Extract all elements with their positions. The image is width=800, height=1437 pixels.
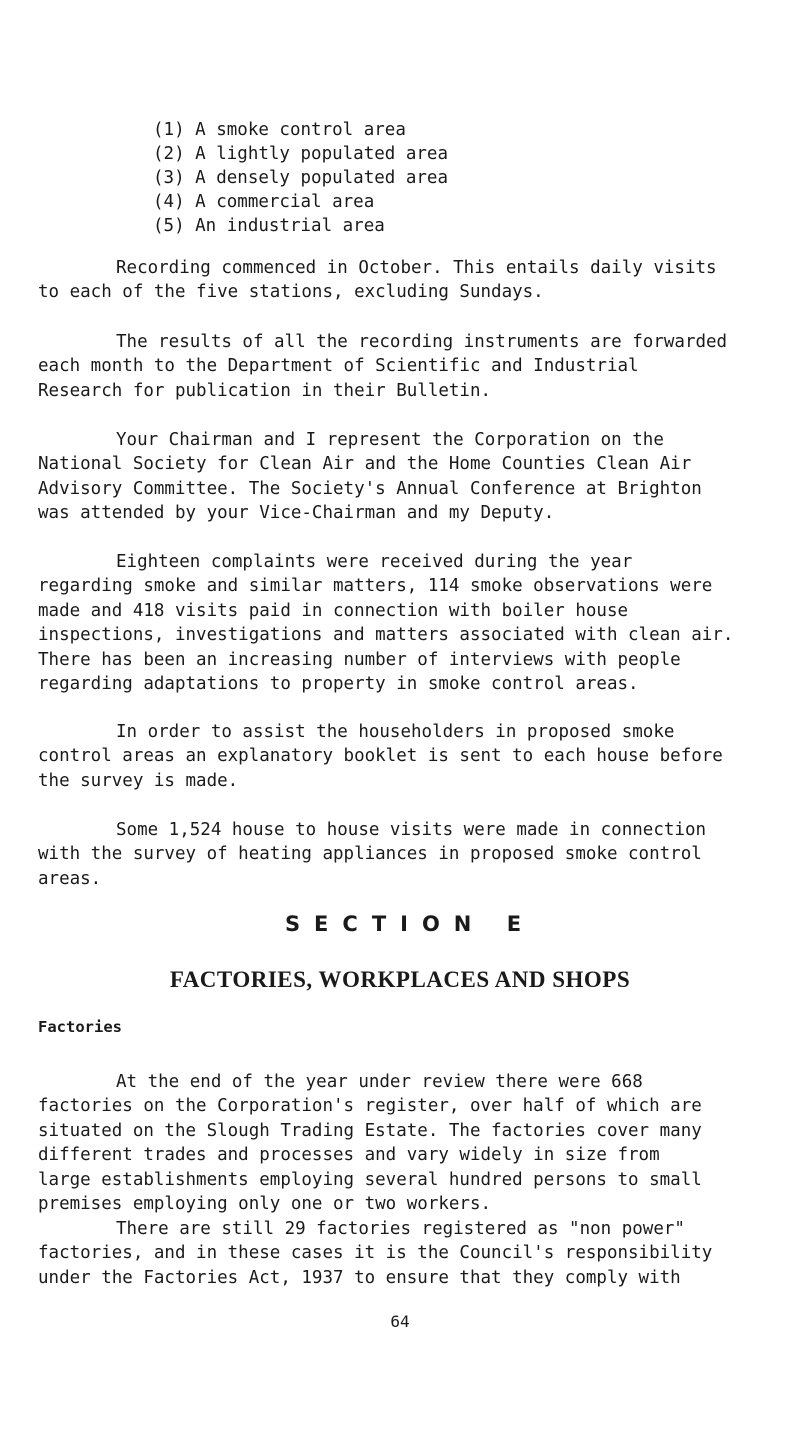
text-line: with the survey of heating appliances in proposed smoke control	[38, 844, 702, 865]
text-line: factories on the Corporation's register, over half of which are	[38, 1096, 702, 1117]
text-line: the survey is made.	[38, 770, 239, 791]
text-line: large establishments employing several hundred persons to small	[38, 1169, 702, 1190]
list-item: (3) A densely populated area	[153, 168, 449, 188]
text-line: Some 1,524 house to house visits were made in connection	[116, 820, 707, 840]
paragraph-recording	[38, 256, 798, 305]
text-line: situated on the Slough Trading Estate. The factories cover many	[38, 1120, 702, 1141]
text-line: inspections, investigations and matters associated with clean air.	[38, 625, 734, 646]
text-line: There are still 29 factories registered as "non power"	[116, 1219, 685, 1239]
text-line: made and 418 visits paid in connection with boiler house	[38, 600, 629, 621]
paragraph-factories	[38, 1070, 798, 1216]
text-line: Research for publication in their Bulletin.	[38, 380, 492, 401]
text-line: Eighteen complaints were received during the year	[116, 552, 633, 572]
text-line: At the end of the year under review there were 668	[116, 1072, 643, 1092]
paragraph-booklet	[38, 720, 798, 793]
text-line: areas.	[38, 868, 102, 889]
text-line: There has been an increasing number of interviews with people	[38, 649, 681, 670]
paragraph-non-power	[38, 1217, 798, 1290]
text-line: under the Factories Act, 1937 to ensure that they comply with	[38, 1267, 681, 1288]
list-item: (4) A commercial area	[153, 192, 375, 212]
sub-heading: Factories	[38, 1018, 122, 1036]
text-line: different trades and processes and vary widely in size from	[38, 1145, 660, 1166]
paragraph-representation	[38, 428, 798, 526]
text-line: was attended by your Vice-Chairman and my Deputy.	[38, 503, 555, 524]
text-line: regarding smoke and similar matters, 114 smoke observations were	[38, 576, 713, 597]
text-line: The results of all the recording instruments are forwarded	[116, 332, 728, 352]
text-line: control areas an explanatory booklet is sent to each house before	[38, 746, 723, 767]
text-line: premises employing only one or two workers.	[38, 1193, 492, 1214]
text-line: Your Chairman and I represent the Corporation on the	[116, 430, 664, 450]
text-line: In order to assist the householders in proposed smoke	[116, 722, 675, 742]
paragraph-complaints	[38, 550, 798, 696]
text-line: regarding adaptations to property in smoke control areas.	[38, 673, 639, 694]
text-line: National Society for Clean Air and the Home Counties Clean Air	[38, 454, 692, 475]
text-line: each month to the Department of Scientific and Industrial	[38, 356, 639, 377]
text-line: to each of the five stations, excluding Sundays.	[38, 282, 544, 303]
section-title: SECTION E	[284, 912, 536, 936]
paragraph-visits	[38, 818, 798, 891]
text-line: Recording commenced in October. This entails daily visits	[116, 258, 717, 278]
text-line: factories, and in these cases it is the Council's responsibility	[38, 1243, 713, 1264]
list-item: (2) A lightly populated area	[153, 144, 449, 164]
list-item: (1) A smoke control area	[153, 120, 406, 140]
paragraph-results	[38, 330, 798, 403]
section-subtitle: FACTORIES, WORKPLACES AND SHOPS	[169, 967, 631, 992]
page-number: 64	[390, 1312, 410, 1331]
text-line: Advisory Committee. The Society's Annual Conference at Brighton	[38, 478, 702, 499]
list-item: (5) An industrial area	[153, 216, 385, 236]
